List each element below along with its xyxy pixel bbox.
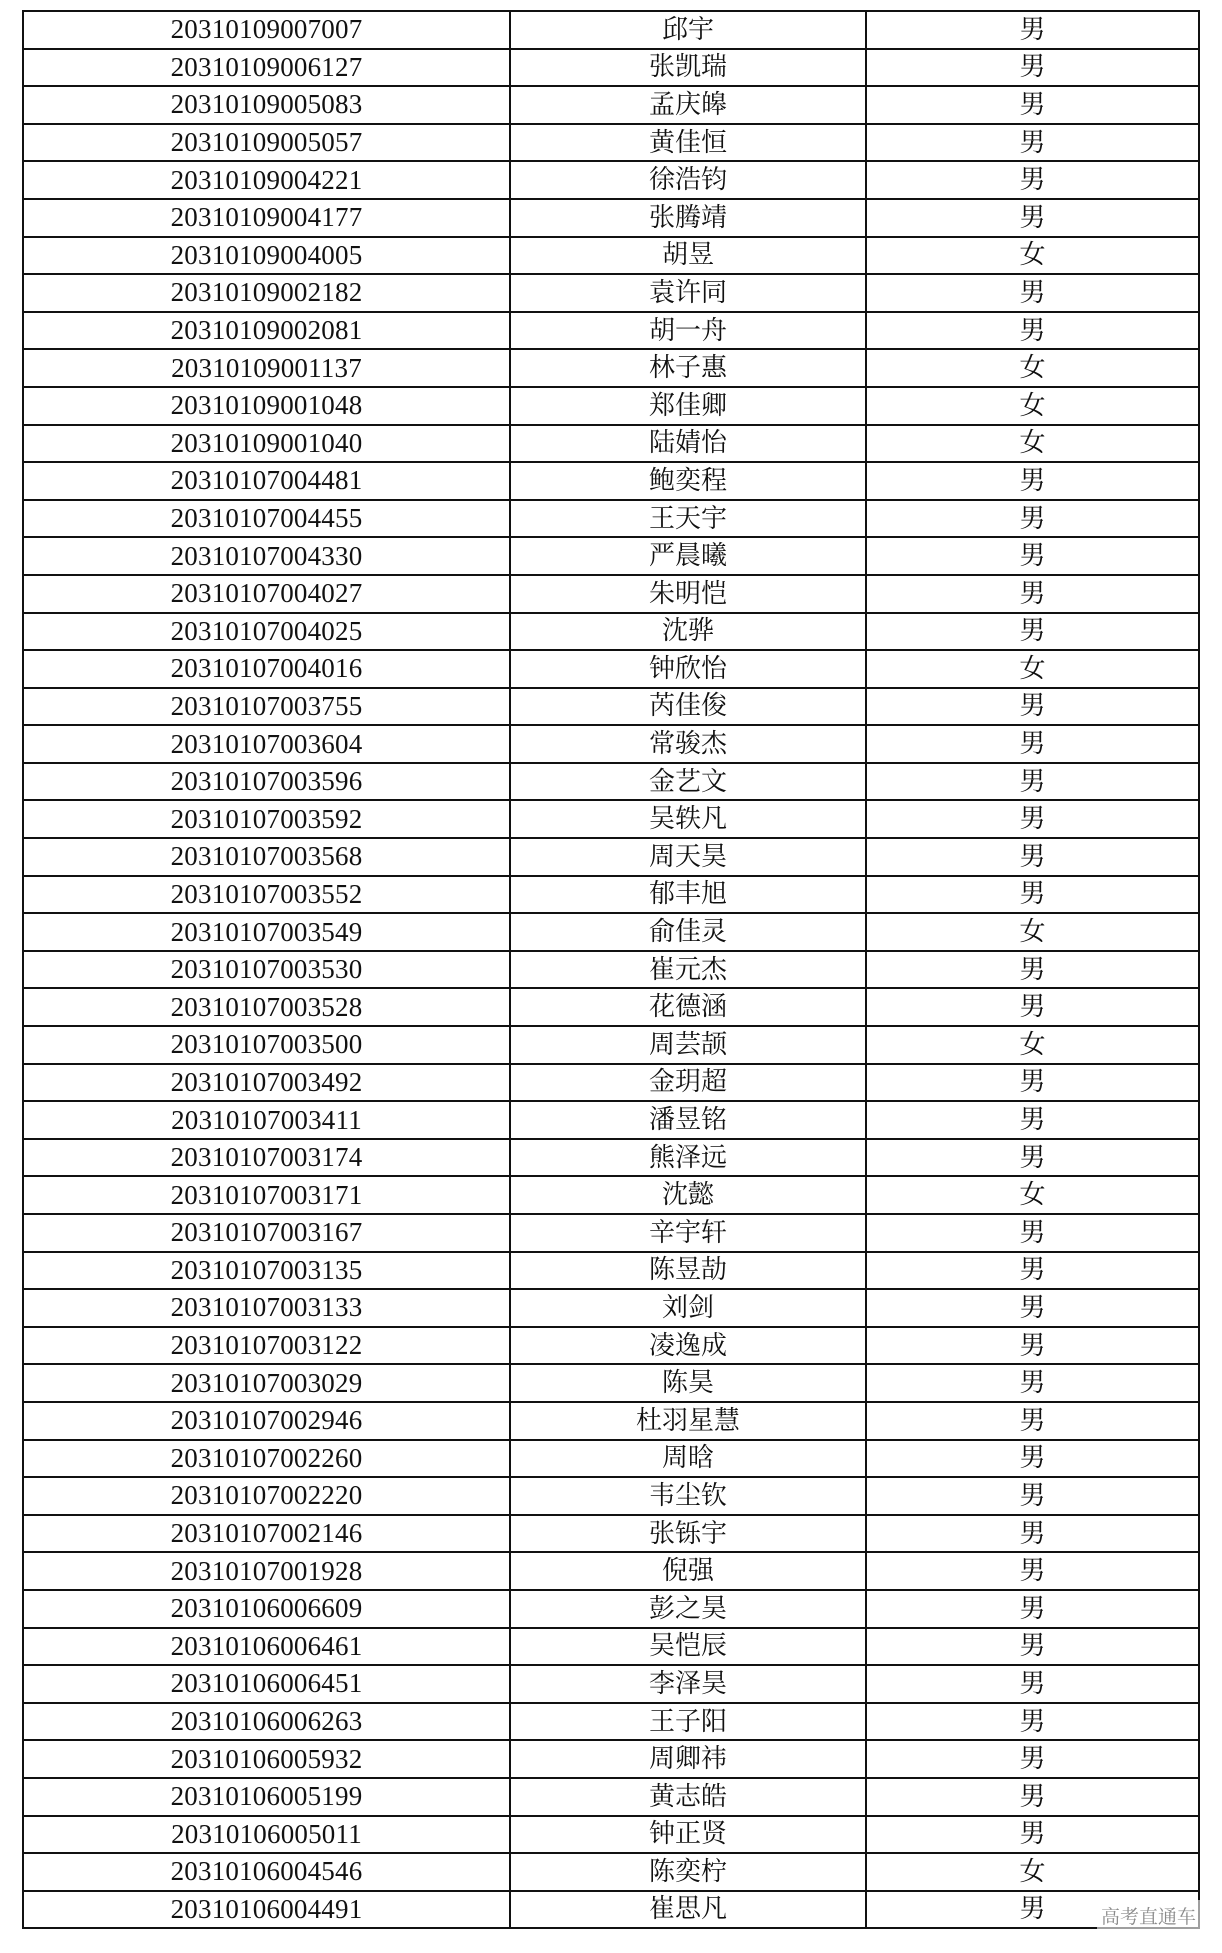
student-gender-cell: 男	[866, 1552, 1199, 1590]
student-id-cell: 20310107003528	[23, 988, 510, 1026]
student-id-cell: 20310106005011	[23, 1816, 510, 1854]
student-gender-cell: 女	[866, 1026, 1199, 1064]
student-name-cell: 王天宇	[510, 500, 866, 538]
student-name-cell: 陈昊	[510, 1364, 866, 1402]
student-name-cell: 崔思凡	[510, 1891, 866, 1929]
student-id-cell: 20310106004491	[23, 1891, 510, 1929]
student-name-cell: 周天昊	[510, 838, 866, 876]
table-row	[23, 500, 1199, 538]
student-gender-cell: 男	[866, 1214, 1199, 1252]
student-name-cell: 袁许同	[510, 274, 866, 312]
student-id-cell: 20310107003411	[23, 1101, 510, 1139]
student-id-cell: 20310106004546	[23, 1853, 510, 1891]
student-name-cell: 李泽昊	[510, 1665, 866, 1703]
student-gender-cell: 女	[866, 913, 1199, 951]
table-row	[23, 1816, 1199, 1854]
student-gender-cell: 男	[866, 988, 1199, 1026]
student-name-cell: 钟欣怡	[510, 650, 866, 688]
student-name-cell: 常骏杰	[510, 725, 866, 763]
student-name-cell: 陈奕柠	[510, 1853, 866, 1891]
watermark-text: 高考直通车	[1097, 1900, 1200, 1931]
table-row	[23, 800, 1199, 838]
student-id-cell: 20310109002182	[23, 274, 510, 312]
student-id-cell: 20310109004221	[23, 161, 510, 199]
table-row	[23, 1740, 1199, 1778]
student-id-cell: 20310109005083	[23, 86, 510, 124]
student-gender-cell: 男	[866, 725, 1199, 763]
student-gender-cell: 男	[866, 1402, 1199, 1440]
student-name-cell: 金玥超	[510, 1064, 866, 1102]
student-name-cell: 彭之昊	[510, 1590, 866, 1628]
student-name-cell: 金艺文	[510, 763, 866, 801]
student-gender-cell: 男	[866, 613, 1199, 651]
table-row	[23, 237, 1199, 275]
student-id-cell: 20310109005057	[23, 124, 510, 162]
student-id-cell: 20310109007007	[23, 11, 510, 49]
student-id-cell: 20310109004177	[23, 199, 510, 237]
student-gender-cell: 男	[866, 838, 1199, 876]
student-name-cell: 周芸颉	[510, 1026, 866, 1064]
table-row	[23, 763, 1199, 801]
student-name-cell: 王子阳	[510, 1703, 866, 1741]
student-id-cell: 20310107001928	[23, 1552, 510, 1590]
student-name-cell: 俞佳灵	[510, 913, 866, 951]
student-name-cell: 黄志皓	[510, 1778, 866, 1816]
student-gender-cell: 男	[866, 1703, 1199, 1741]
student-id-cell: 20310107002946	[23, 1402, 510, 1440]
student-id-cell: 20310107003122	[23, 1327, 510, 1365]
table-row	[23, 1590, 1199, 1628]
table-row	[23, 988, 1199, 1026]
table-row	[23, 425, 1199, 463]
student-id-cell: 20310107003492	[23, 1064, 510, 1102]
student-id-cell: 20310107002260	[23, 1440, 510, 1478]
table-row	[23, 1552, 1199, 1590]
student-id-cell: 20310106005932	[23, 1740, 510, 1778]
table-row	[23, 575, 1199, 613]
student-id-cell: 20310107002220	[23, 1477, 510, 1515]
student-name-cell: 黄佳恒	[510, 124, 866, 162]
student-id-cell: 20310109006127	[23, 49, 510, 87]
roster-body	[23, 11, 1199, 1928]
student-id-cell: 20310107004455	[23, 500, 510, 538]
student-name-cell: 郑佳卿	[510, 387, 866, 425]
student-gender-cell: 男	[866, 537, 1199, 575]
student-name-cell: 刘剑	[510, 1289, 866, 1327]
table-row	[23, 613, 1199, 651]
student-id-cell: 20310107003592	[23, 800, 510, 838]
table-row	[23, 1252, 1199, 1290]
student-name-cell: 徐浩钧	[510, 161, 866, 199]
table-row	[23, 1101, 1199, 1139]
student-name-cell: 张腾靖	[510, 199, 866, 237]
student-id-cell: 20310106006263	[23, 1703, 510, 1741]
student-id-cell: 20310107002146	[23, 1515, 510, 1553]
table-row	[23, 1064, 1199, 1102]
student-id-cell: 20310107003174	[23, 1139, 510, 1177]
table-row	[23, 1628, 1199, 1666]
student-name-cell: 陆婧怡	[510, 425, 866, 463]
student-id-cell: 20310107003568	[23, 838, 510, 876]
student-gender-cell: 女	[866, 237, 1199, 275]
student-name-cell: 吴轶凡	[510, 800, 866, 838]
student-name-cell: 芮佳俊	[510, 688, 866, 726]
table-row	[23, 725, 1199, 763]
student-gender-cell: 男	[866, 1477, 1199, 1515]
student-name-cell: 陈昱劼	[510, 1252, 866, 1290]
table-row	[23, 199, 1199, 237]
student-id-cell: 20310107003552	[23, 876, 510, 914]
student-id-cell: 20310107003029	[23, 1364, 510, 1402]
table-row	[23, 86, 1199, 124]
table-row	[23, 387, 1199, 425]
student-name-cell: 张铄宇	[510, 1515, 866, 1553]
student-name-cell: 孟庆皞	[510, 86, 866, 124]
student-name-cell: 鲍奕程	[510, 462, 866, 500]
table-row	[23, 688, 1199, 726]
table-row	[23, 951, 1199, 989]
student-gender-cell: 男	[866, 876, 1199, 914]
table-row	[23, 274, 1199, 312]
table-row	[23, 462, 1199, 500]
student-gender-cell: 男	[866, 312, 1199, 350]
student-gender-cell: 男	[866, 161, 1199, 199]
table-row	[23, 1289, 1199, 1327]
student-gender-cell: 男	[866, 951, 1199, 989]
student-name-cell: 朱明恺	[510, 575, 866, 613]
student-id-cell: 20310107004025	[23, 613, 510, 651]
table-row	[23, 1139, 1199, 1177]
table-row	[23, 1703, 1199, 1741]
student-gender-cell: 男	[866, 274, 1199, 312]
student-name-cell: 郁丰旭	[510, 876, 866, 914]
table-row	[23, 1364, 1199, 1402]
student-name-cell: 林子惠	[510, 349, 866, 387]
student-id-cell: 20310107003133	[23, 1289, 510, 1327]
table-row	[23, 1327, 1199, 1365]
student-name-cell: 凌逸成	[510, 1327, 866, 1365]
student-name-cell: 韦尘钦	[510, 1477, 866, 1515]
student-name-cell: 杜羽星慧	[510, 1402, 866, 1440]
student-gender-cell: 男	[866, 1139, 1199, 1177]
student-gender-cell: 女	[866, 1853, 1199, 1891]
student-name-cell: 钟正贤	[510, 1816, 866, 1854]
table-row	[23, 876, 1199, 914]
student-gender-cell: 男	[866, 462, 1199, 500]
table-row	[23, 537, 1199, 575]
student-gender-cell: 男	[866, 1364, 1199, 1402]
student-gender-cell: 男	[866, 1891, 1199, 1929]
student-name-cell: 倪强	[510, 1552, 866, 1590]
student-id-cell: 20310107003171	[23, 1176, 510, 1214]
student-gender-cell: 女	[866, 650, 1199, 688]
student-gender-cell: 男	[866, 575, 1199, 613]
student-gender-cell: 男	[866, 1778, 1199, 1816]
student-id-cell: 20310107004330	[23, 537, 510, 575]
student-gender-cell: 男	[866, 1289, 1199, 1327]
table-row	[23, 1026, 1199, 1064]
student-id-cell: 20310106006451	[23, 1665, 510, 1703]
student-name-cell: 熊泽远	[510, 1139, 866, 1177]
student-id-cell: 20310109001048	[23, 387, 510, 425]
student-gender-cell: 男	[866, 800, 1199, 838]
student-id-cell: 20310107004016	[23, 650, 510, 688]
table-row	[23, 1891, 1199, 1929]
student-id-cell: 20310107003604	[23, 725, 510, 763]
table-row	[23, 838, 1199, 876]
student-id-cell: 20310106005199	[23, 1778, 510, 1816]
student-id-cell: 20310107003135	[23, 1252, 510, 1290]
student-id-cell: 20310109002081	[23, 312, 510, 350]
student-gender-cell: 男	[866, 1327, 1199, 1365]
student-gender-cell: 男	[866, 11, 1199, 49]
student-id-cell: 20310109001040	[23, 425, 510, 463]
student-id-cell: 20310107003500	[23, 1026, 510, 1064]
student-id-cell: 20310107004481	[23, 462, 510, 500]
student-gender-cell: 男	[866, 49, 1199, 87]
table-row	[23, 11, 1199, 49]
student-gender-cell: 男	[866, 86, 1199, 124]
student-id-cell: 20310106006461	[23, 1628, 510, 1666]
table-row	[23, 1176, 1199, 1214]
table-row	[23, 1440, 1199, 1478]
table-row	[23, 1402, 1199, 1440]
student-name-cell: 花德涵	[510, 988, 866, 1026]
table-row	[23, 1665, 1199, 1703]
student-name-cell: 崔元杰	[510, 951, 866, 989]
student-gender-cell: 男	[866, 1515, 1199, 1553]
student-name-cell: 周晗	[510, 1440, 866, 1478]
student-name-cell: 潘昱铭	[510, 1101, 866, 1139]
student-gender-cell: 男	[866, 1101, 1199, 1139]
student-gender-cell: 女	[866, 387, 1199, 425]
student-id-cell: 20310107004027	[23, 575, 510, 613]
table-row	[23, 349, 1199, 387]
student-roster-table	[22, 10, 1200, 1929]
student-gender-cell: 男	[866, 1590, 1199, 1628]
student-name-cell: 沈懿	[510, 1176, 866, 1214]
student-gender-cell: 女	[866, 349, 1199, 387]
table-row	[23, 1778, 1199, 1816]
student-name-cell: 胡一舟	[510, 312, 866, 350]
student-name-cell: 张凯瑞	[510, 49, 866, 87]
table-row	[23, 1214, 1199, 1252]
student-id-cell: 20310109001137	[23, 349, 510, 387]
student-name-cell: 吴恺辰	[510, 1628, 866, 1666]
table-row	[23, 49, 1199, 87]
student-gender-cell: 男	[866, 1628, 1199, 1666]
student-id-cell: 20310107003755	[23, 688, 510, 726]
student-gender-cell: 男	[866, 688, 1199, 726]
table-row	[23, 124, 1199, 162]
table-row	[23, 312, 1199, 350]
table-row	[23, 650, 1199, 688]
student-name-cell: 胡昱	[510, 237, 866, 275]
student-gender-cell: 男	[866, 1740, 1199, 1778]
table-row	[23, 1853, 1199, 1891]
student-gender-cell: 男	[866, 199, 1199, 237]
table-row	[23, 1477, 1199, 1515]
student-gender-cell: 男	[866, 124, 1199, 162]
student-gender-cell: 男	[866, 500, 1199, 538]
student-id-cell: 20310107003530	[23, 951, 510, 989]
student-id-cell: 20310107003167	[23, 1214, 510, 1252]
table-row	[23, 161, 1199, 199]
student-name-cell: 辛宇轩	[510, 1214, 866, 1252]
table-row	[23, 1515, 1199, 1553]
student-id-cell: 20310109004005	[23, 237, 510, 275]
student-gender-cell: 女	[866, 425, 1199, 463]
student-gender-cell: 男	[866, 1440, 1199, 1478]
student-name-cell: 沈骅	[510, 613, 866, 651]
student-id-cell: 20310107003596	[23, 763, 510, 801]
student-gender-cell: 女	[866, 1176, 1199, 1214]
student-id-cell: 20310106006609	[23, 1590, 510, 1628]
student-name-cell: 严晨曦	[510, 537, 866, 575]
student-gender-cell: 男	[866, 1665, 1199, 1703]
student-gender-cell: 男	[866, 763, 1199, 801]
student-name-cell: 周卿祎	[510, 1740, 866, 1778]
student-gender-cell: 男	[866, 1252, 1199, 1290]
student-gender-cell: 男	[866, 1064, 1199, 1102]
student-gender-cell: 男	[866, 1816, 1199, 1854]
student-name-cell: 邱宇	[510, 11, 866, 49]
table-row	[23, 913, 1199, 951]
student-id-cell: 20310107003549	[23, 913, 510, 951]
